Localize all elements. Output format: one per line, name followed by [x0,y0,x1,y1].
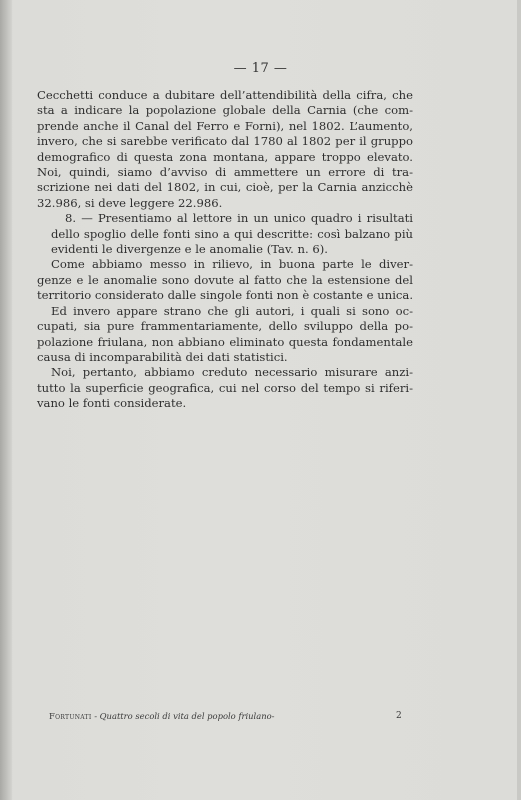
signature-number: 2 [396,711,402,721]
text-line: Noi, quindi, siamo d’avviso di ammettere un errore di tra- [37,165,413,180]
paragraph-1 [37,88,413,211]
text-line: tutto la superficie geografica, cui nel corso del tempo si riferi- [37,380,413,395]
text-line: prende anche il Canal del Ferro e Forni), nel 1802. L’aumento, [37,118,413,133]
footer-title: - Quattro secoli di vita del popolo friulano- [91,711,275,721]
paragraph-4 [37,304,413,366]
text-line: causa di incomparabilità dei dati statistici. [37,349,288,364]
text-line: polazione friulana, non abbiano eliminato questa fondamentale [37,334,413,349]
text-line: territorio considerato dalle singole fonti non è costante e unica. [37,288,413,303]
body-text [37,88,413,412]
page-gutter-shadow [0,0,12,800]
text-line: genze e le anomalie sono dovute al fatto che la estensione del [37,272,413,287]
page-number: — 17 — [233,61,288,76]
text-line: sta a indicare la popolazione globale della Carnia (che com- [37,103,413,118]
text-line: scrizione nei dati del 1802, in cui, cioè, per la Carnia anzicchè [37,180,413,195]
footer-running-title [49,711,409,721]
paragraph-5 [37,365,413,411]
text-line: Come abbiamo messo in rilievo, in buona parte le diver- [51,257,413,272]
text-line: cupati, sia pure frammentariamente, dello sviluppo della po- [37,319,413,334]
text-line: invero, che si sarebbe verificato dal 1780 al 1802 per il gruppo [37,134,413,149]
text-line: Cecchetti conduce a dubitare dell’attendibilità della cifra, che [37,88,413,102]
text-line: Noi, pertanto, abbiamo creduto necessario misurare anzi- [51,365,413,380]
text-line: Ed invero appare strano che gli autori, i quali si sono oc- [51,303,413,318]
footer-author: Fortunati [49,711,92,721]
text-line: 8. — Presentiamo al lettore in un unico quadro i risultati [65,211,413,226]
page-edge [517,0,521,800]
text-line: evidenti le divergenze e le anomalie (Tav. n. 6). [51,242,328,257]
text-line: demografico di questa zona montana, appare troppo elevato. [37,149,413,164]
paragraph-3 [37,257,413,303]
text-line: 32.986, si deve leggere 22.986. [37,195,223,210]
paragraph-2 [37,211,413,257]
text-line: dello spoglio delle fonti sino a qui descritte: così balzano più [51,226,413,241]
text-line: vano le fonti considerate. [37,396,187,411]
